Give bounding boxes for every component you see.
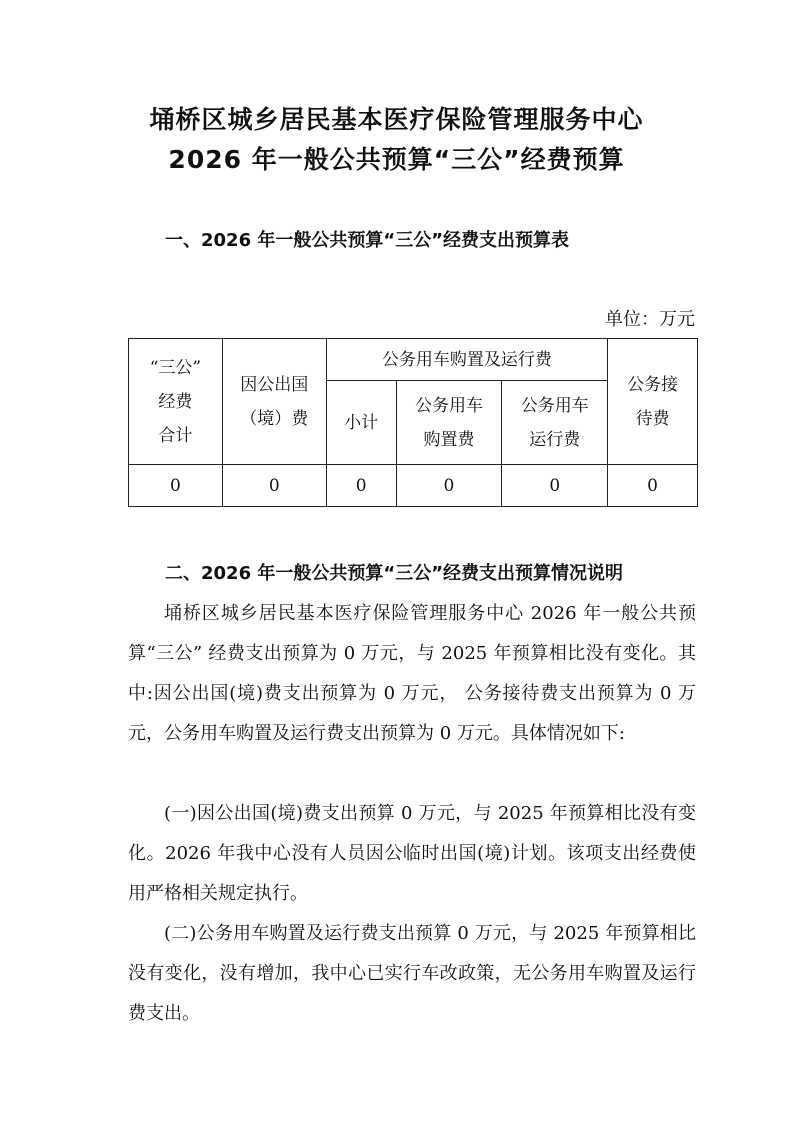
value-total: 0 [129,465,223,507]
value-abroad: 0 [222,465,326,507]
paragraph-vehicle: (二)公务用车购置及运行费支出预算 0 万元，与 2025 年预算相比没有变化，没有增加，我中心已实行车改政策，无公务用车购置及运行费支出。 [128,923,696,1024]
header-vehicle-purchase-line-1: 公务用车 [414,395,483,416]
header-vehicle-purchase-line-2: 购置费 [423,429,475,450]
budget-table [128,338,698,507]
unit-label: 单位：万元 [605,309,695,330]
header-reception [608,339,698,465]
header-abroad-line-1: 因公出国 [240,374,309,395]
value-reception: 0 [608,465,698,507]
paragraph-abroad: (一)因公出国(境)费支出预算 0 万元，与 2025 年预算相比没有变化。2026 年我中心没有人员因公临时出国(境)计划。该项支出经费使用严格相关规定执行。 [128,803,696,904]
value-vehicle-purchase: 0 [396,465,502,507]
header-total-line-2: 经费 [158,391,193,412]
header-reception-line-2: 待费 [635,408,670,429]
header-reception-line-1: 公务接 [627,374,679,395]
value-subtotal: 0 [326,465,396,507]
header-vehicle-operation [502,381,608,465]
header-abroad [222,339,326,465]
document-title-line-1: 埇桥区城乡居民基本医疗保险管理服务中心 [149,105,644,134]
section-1-heading: 一、2026 年一般公共预算“三公”经费支出预算表 [165,230,570,251]
header-subtotal: 小计 [326,381,396,465]
section-2-heading: 二、2026 年一般公共预算“三公”经费支出预算情况说明 [165,563,624,584]
header-total-line-1: “三公” [149,357,202,378]
header-total-line-3: 合计 [158,425,193,446]
value-vehicle-operation: 0 [502,465,608,507]
header-total [129,339,223,465]
header-vehicle-operation-line-2: 运行费 [529,429,581,450]
header-abroad-line-2: （境）费 [240,408,309,429]
paragraph-summary: 埇桥区城乡居民基本医疗保险管理服务中心 2026 年一般公共预算“三公” 经费支出预算为 0 万元，与 2025 年预算相比没有变化。其中:因公出国(境)费支出预算为 0 万元， 公务接待费支出预算为 0 万元，公务用车购置及运行费支出预算为 0 万元。具体情况如下: [128,603,696,744]
header-vehicle-group: 公务用车购置及运行费 [326,339,607,381]
header-vehicle-purchase [396,381,502,465]
header-vehicle-operation-line-1: 公务用车 [520,395,589,416]
document-title-line-2: 2026 年一般公共预算“三公”经费预算 [168,145,625,174]
